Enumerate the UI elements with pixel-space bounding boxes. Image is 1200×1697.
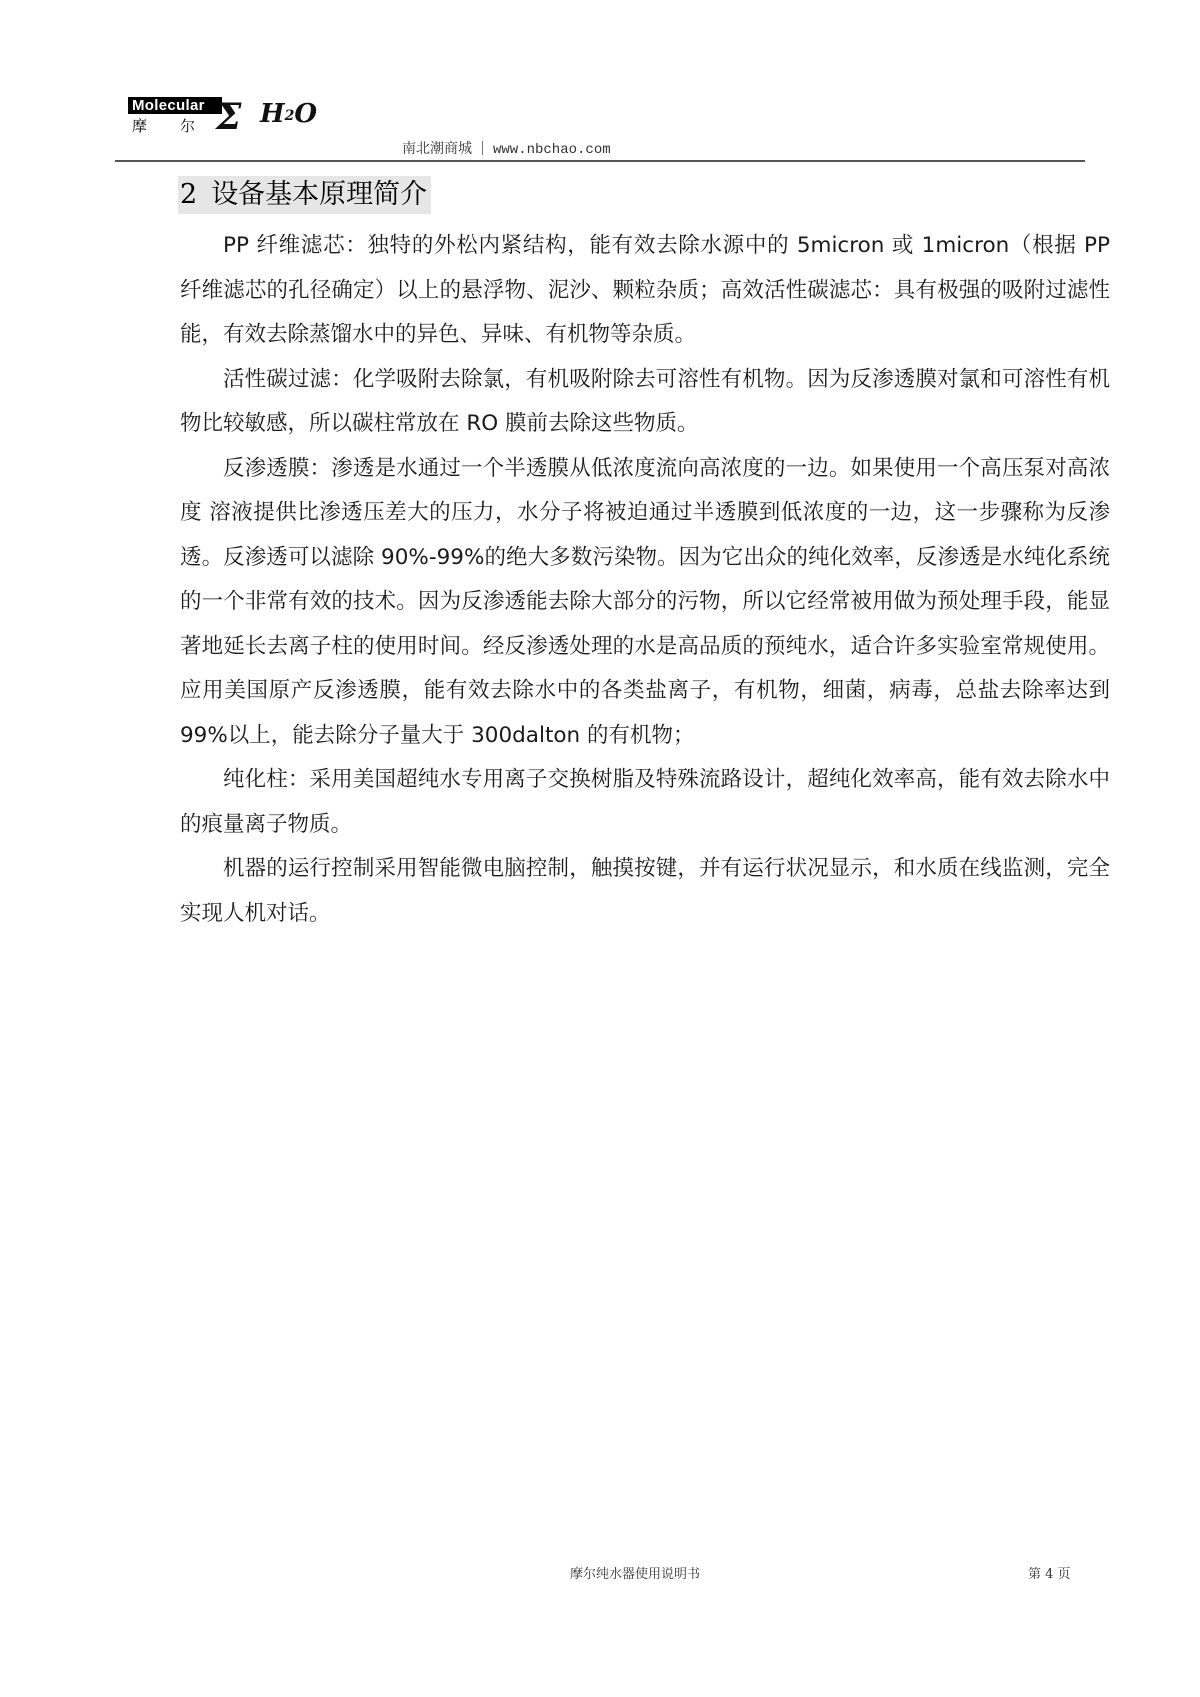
logo-brand-en: Molecular <box>128 97 222 114</box>
section-title: 设备基本原理简介 <box>211 179 428 210</box>
footer-page-number: 第 4 页 <box>1028 1567 1071 1582</box>
header-site <box>402 138 611 158</box>
section-heading <box>178 176 431 214</box>
site-url-link[interactable]: www.nbchao.com <box>493 142 611 158</box>
paragraph-activated-carbon: 活性碳过滤：化学吸附去除氯，有机吸附除去可溶性有机物。因为反渗透膜对氯和可溶性有机物比较敏感，所以碳柱常放在 RO 膜前去除这些物质。 <box>180 366 1110 436</box>
logo-formula <box>238 99 317 131</box>
paragraph-purification-column: 纯化柱：采用美国超纯水专用离子交换树脂及特殊流路设计，超纯化效率高，能有效去除水中的痕量离子物质。 <box>180 767 1110 837</box>
logo-formula-h: H <box>260 99 285 129</box>
logo-formula-sub: 2 <box>284 108 295 124</box>
logo-brand-cn-1: 摩 <box>132 117 148 135</box>
footer-doc-title: 摩尔纯水器使用说明书 <box>570 1567 701 1582</box>
paragraph-control-system: 机器的运行控制采用智能微电脑控制，触摸按键，并有运行状况显示，和水质在线监测，完全实现人机对话。 <box>180 856 1110 926</box>
header-separator <box>482 141 483 155</box>
paragraph-reverse-osmosis: 反渗透膜：渗透是水通过一个半透膜从低浓度流向高浓度的一边。如果使用一个高压泵对高浓度 溶液提供比渗透压差大的压力，水分子将被迫通过半透膜到低浓度的一边，这一步骤称为反渗透。反渗透可以滤除 90%-99%的绝大多数污染物。因为它出众的纯化效率，反渗透是水纯化系统的一个非常有效的技术。因为反渗透能去除大部分的污物，所以它经常被用做为预处理手段，能显著地延长去离子柱的使用时间。经反渗透处理的水是高品质的预纯水，适合许多实验室常规使用。应用美国原产反渗透膜，能有效去除水中的各类盐离子，有机物，细菌，病毒，总盐去除率达到 99%以上，能去除分子量大于 300dalton 的有机物； <box>180 455 1110 748</box>
sigma-icon: Σ <box>216 96 242 138</box>
logo-formula-o: O <box>294 99 317 129</box>
section-number: 2 <box>180 179 198 210</box>
logo-brand-cn-2: 尔 <box>180 117 196 135</box>
header-divider <box>115 160 1085 162</box>
document-body <box>180 224 1110 936</box>
site-name: 南北潮商城 <box>402 141 472 157</box>
paragraph-pp-filter: PP 纤维滤芯：独特的外松内紧结构，能有效去除水源中的 5micron 或 1micron（根据 PP 纤维滤芯的孔径确定）以上的悬浮物、泥沙、颗粒杂质；高效活性碳滤芯：具有极强的吸附过滤性能，有效去除蒸馏水中的异色、异味、有机物等杂质。 <box>180 233 1110 347</box>
brand-logo <box>128 95 348 155</box>
